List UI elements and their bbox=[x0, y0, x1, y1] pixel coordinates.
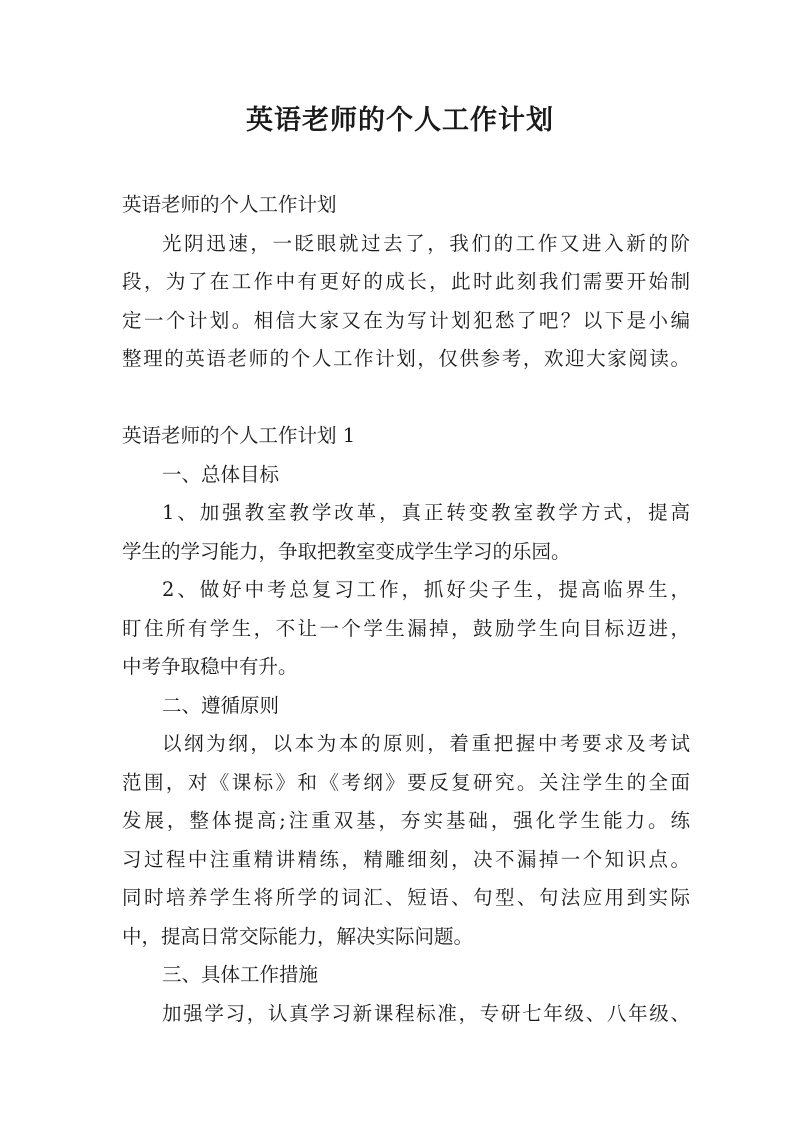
text-line: 段，为了在工作中有更好的成长，此时此刻我们需要开始制 bbox=[122, 270, 690, 293]
text-line: 中考争取稳中有升。 bbox=[122, 655, 298, 678]
text-line: 加强学习，认真学习新课程标准，专研七年级、八年级、 bbox=[162, 1001, 690, 1025]
document-title: 英语老师的个人工作计划 bbox=[246, 105, 554, 136]
text-line: 2、做好中考总复习工作，抓好尖子生，提高临界生， bbox=[162, 578, 690, 601]
text-line: 定一个计划。相信大家又在为写计划犯愁了吧？以下是小编 bbox=[122, 308, 690, 332]
text-line: 光阴迅速，一眨眼就过去了，我们的工作又进入新的阶 bbox=[162, 231, 690, 255]
paragraph-gap bbox=[122, 379, 690, 418]
text-line: 二、遵循原则 bbox=[162, 693, 280, 717]
text-line: 盯住所有学生，不让一个学生漏掉，鼓励学生向目标迈进， bbox=[122, 616, 690, 640]
text-line: 英语老师的个人工作计划 bbox=[122, 193, 337, 216]
text-line: 中，提高日常交际能力，解决实际问题。 bbox=[122, 924, 474, 948]
text-line: 英语老师的个人工作计划 1 bbox=[122, 424, 356, 447]
text-line: 一、总体目标 bbox=[162, 462, 280, 486]
text-line: 学生的学习能力，争取把教室变成学生学习的乐园。 bbox=[122, 539, 571, 563]
text-line: 三、具体工作措施 bbox=[162, 963, 319, 986]
text-line: 习过程中注重精讲精练，精雕细刻，决不漏掉一个知识点。 bbox=[122, 847, 690, 871]
text-line: 以纲为纲，以本为本的原则，着重把握中考要求及考试 bbox=[162, 732, 690, 755]
text-line: 整理的英语老师的个人工作计划，仅供参考，欢迎大家阅读。 bbox=[122, 347, 690, 370]
text-line: 1、加强教室教学改革，真正转变教室教学方式，提高 bbox=[162, 501, 690, 524]
text-line: 范围，对《课标》和《考纲》要反复研究。关注学生的全面 bbox=[122, 770, 690, 794]
document-body bbox=[122, 186, 690, 1033]
text-line: 发展，整体提高;注重双基，夯实基础，强化学生能力。练 bbox=[122, 809, 690, 832]
text-line: 同时培养学生将所学的词汇、短语、句型、句法应用到实际 bbox=[122, 886, 690, 909]
